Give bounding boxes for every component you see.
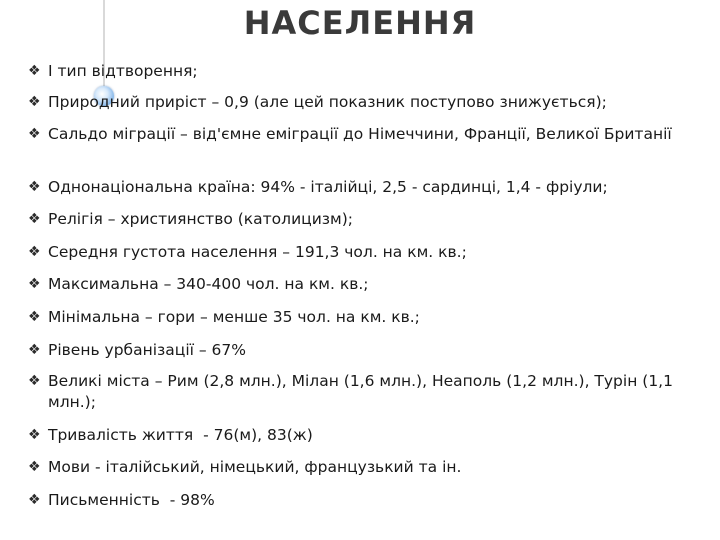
diamond-bullet-icon: ❖ — [28, 492, 41, 508]
diamond-bullet-icon: ❖ — [28, 244, 41, 260]
diamond-bullet-icon: ❖ — [28, 373, 41, 389]
list-item-text: Сальдо міграції – від'ємне еміграції до Німеччини, Франції, Великої Британії — [48, 125, 672, 143]
diamond-bullet-icon: ❖ — [28, 94, 41, 110]
list-item — [28, 307, 708, 328]
list-item — [28, 340, 708, 361]
diamond-bullet-icon: ❖ — [28, 309, 41, 325]
slide-title: НАСЕЛЕННЯ — [243, 4, 477, 42]
list-item-text: Мови - італійський, німецький, французький та ін. — [48, 458, 462, 476]
list-item-text: Середня густота населення – 191,3 чол. на км. кв.; — [48, 243, 467, 261]
list-item — [28, 371, 708, 413]
list-item — [28, 61, 708, 82]
list-item-text: Природний приріст – 0,9 (але цей показник поступово знижується); — [48, 93, 607, 111]
list-item — [28, 92, 708, 113]
list-item — [28, 490, 708, 511]
list-item-text: Максимальна – 340-400 чол. на км. кв.; — [48, 275, 369, 293]
list-item-text: Письменність - 98% — [48, 491, 215, 509]
list-item-text: Тривалість життя - 76(м), 83(ж) — [48, 426, 313, 444]
diamond-bullet-icon: ❖ — [28, 211, 41, 227]
list-item — [28, 209, 708, 230]
list-item — [28, 177, 708, 198]
list-item — [28, 124, 708, 145]
list-item-text: Великі міста – Рим (2,8 млн.), Мілан (1,6 млн.), Неаполь (1,2 млн.), Турін (1,1 млн.); — [48, 372, 673, 411]
list-item-text: Мінімальна – гори – менше 35 чол. на км. кв.; — [48, 308, 420, 326]
diamond-bullet-icon: ❖ — [28, 63, 41, 79]
diamond-bullet-icon: ❖ — [28, 126, 41, 142]
list-item — [28, 242, 708, 263]
list-item-text: І тип відтворення; — [48, 62, 198, 80]
list-item-text: Релігія – християнство (католицизм); — [48, 210, 353, 228]
diamond-bullet-icon: ❖ — [28, 342, 41, 358]
list-item — [28, 457, 708, 478]
list-item-text: Рівень урбанізації – 67% — [48, 341, 246, 359]
diamond-bullet-icon: ❖ — [28, 459, 41, 475]
diamond-bullet-icon: ❖ — [28, 427, 41, 443]
diamond-bullet-icon: ❖ — [28, 276, 41, 292]
list-item — [28, 425, 708, 446]
list-item — [28, 274, 708, 295]
diamond-bullet-icon: ❖ — [28, 179, 41, 195]
list-item-text: Однонаціональна країна: 94% - італійці, 2,5 - сардинці, 1,4 - фріули; — [48, 178, 608, 196]
